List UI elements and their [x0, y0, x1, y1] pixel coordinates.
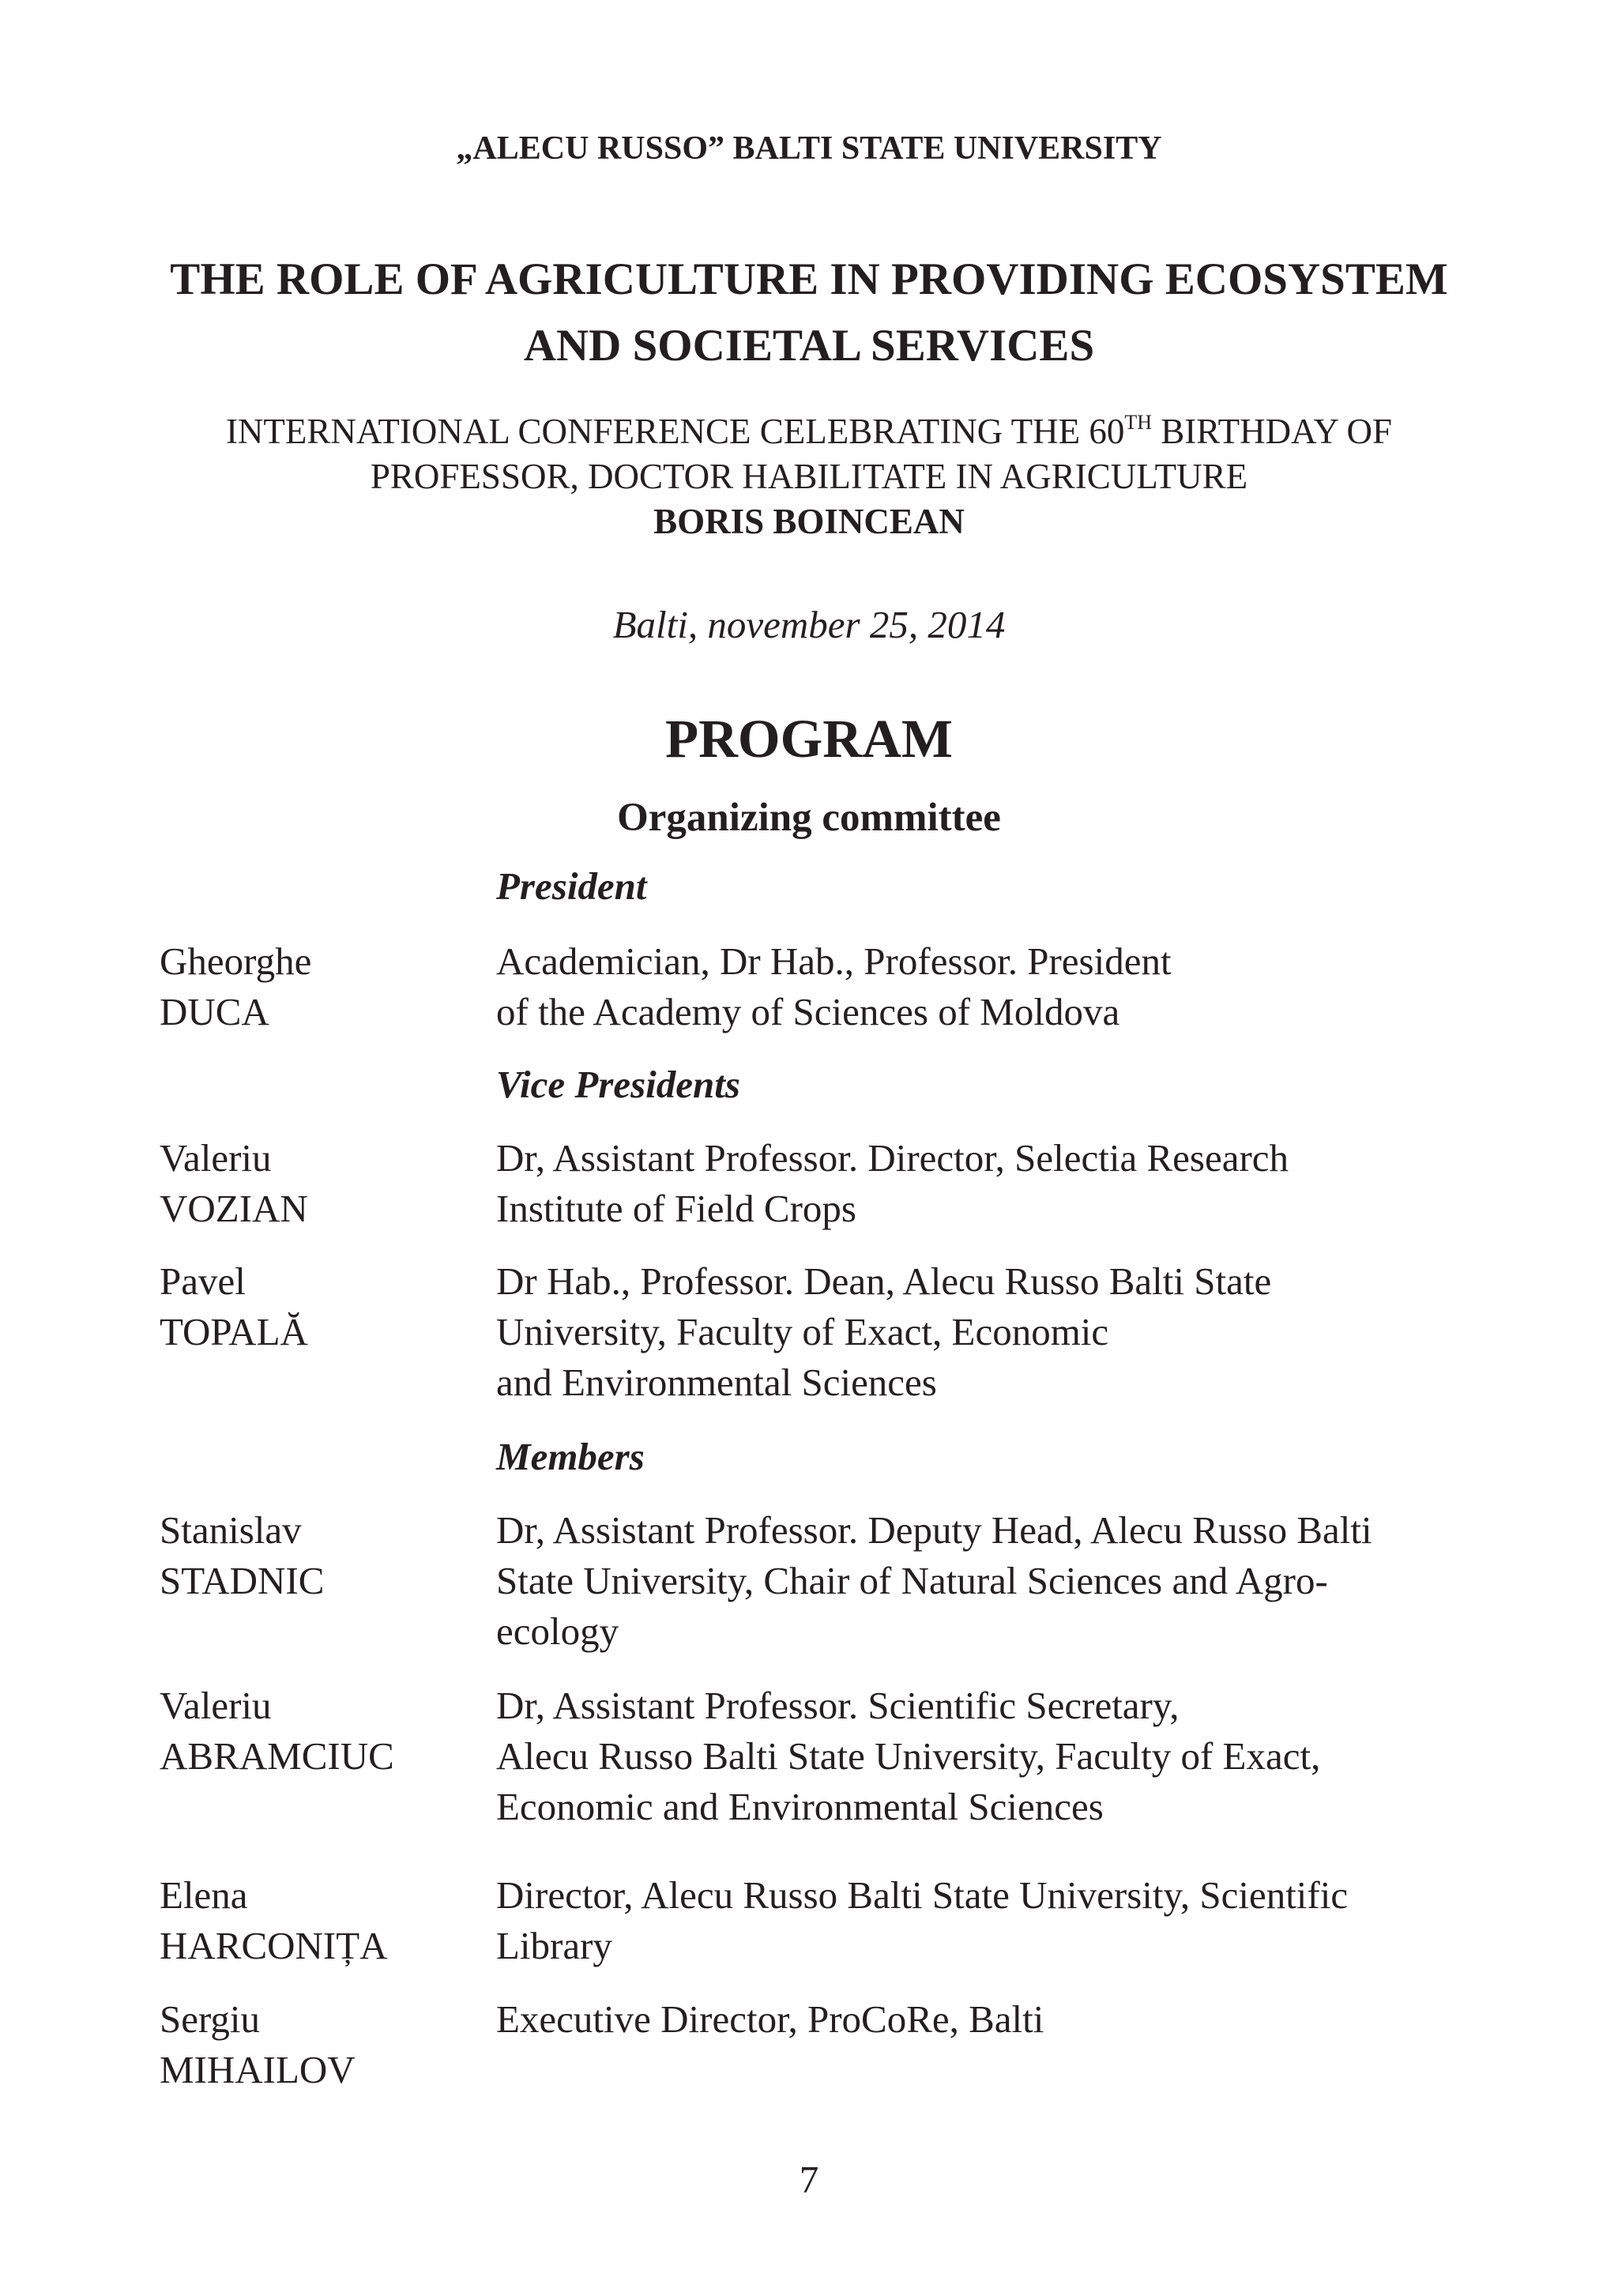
member-name: Stanislav STADNIC [160, 1508, 325, 1602]
conference-line-2: PROFESSOR, DOCTOR HABILITATE IN AGRICULTURE [370, 457, 1248, 496]
program-heading: PROGRAM [664, 709, 954, 769]
ordinal-suffix: TH [1124, 411, 1153, 434]
title-line-1: THE ROLE OF AGRICULTURE IN PROVIDING ECOSYSTEM [170, 254, 1448, 304]
university-name: „ALECU RUSSO” BALTI STATE UNIVERSITY [456, 130, 1162, 167]
president-heading: President [496, 864, 647, 908]
members-heading: Members [496, 1435, 645, 1478]
committee-heading: Organizing committee [617, 796, 1001, 840]
member-name: Valeriu ABRAMCIUC [160, 1684, 394, 1778]
vice-presidents-heading: Vice Presidents [496, 1063, 740, 1106]
member-name: Sergiu MIHAILOV [160, 1997, 356, 2091]
member-description: Dr Hab., Professor. Dean, Alecu Russo Balti State University, Faculty of Exact, Economic and Environmental Sciences [496, 1259, 1272, 1404]
member-description: Dr, Assistant Professor. Deputy Head, Alecu Russo Balti State University, Chair of Natural Sciences and Agro- ecology [496, 1508, 1372, 1653]
conference-date: Balti, november 25, 2014 [612, 603, 1006, 646]
member-name: Valeriu VOZIAN [160, 1136, 308, 1230]
page-number: 7 [799, 2158, 819, 2201]
title-line-2: AND SOCIETAL SERVICES [523, 321, 1095, 371]
member-description: Executive Director, ProCoRe, Balti [496, 1997, 1044, 2041]
member-description: Dr, Assistant Professor. Scientific Secretary, Alecu Russo Balti State University, Faculty of Exact, Economic and Environmental Sciences [496, 1684, 1321, 1828]
conference-line-1-text: INTERNATIONAL CONFERENCE CELEBRATING THE 60 [225, 412, 1125, 451]
member-description: Academician, Dr Hab., Professor. President of the Academy of Sciences of Moldova [496, 939, 1172, 1033]
member-name: Gheorghe DUCA [160, 939, 312, 1033]
conference-line-1-end: BIRTHDAY OF [1152, 412, 1393, 451]
member-description: Dr, Assistant Professor. Director, Selectia Research Institute of Field Crops [496, 1136, 1289, 1230]
member-name: Elena HARCONIȚA [160, 1873, 388, 1967]
member-name: Pavel TOPALĂ [160, 1259, 308, 1353]
honoree-name: BORIS BOINCEAN [653, 502, 965, 541]
member-description: Director, Alecu Russo Balti State University, Scientific Library [496, 1873, 1349, 1967]
